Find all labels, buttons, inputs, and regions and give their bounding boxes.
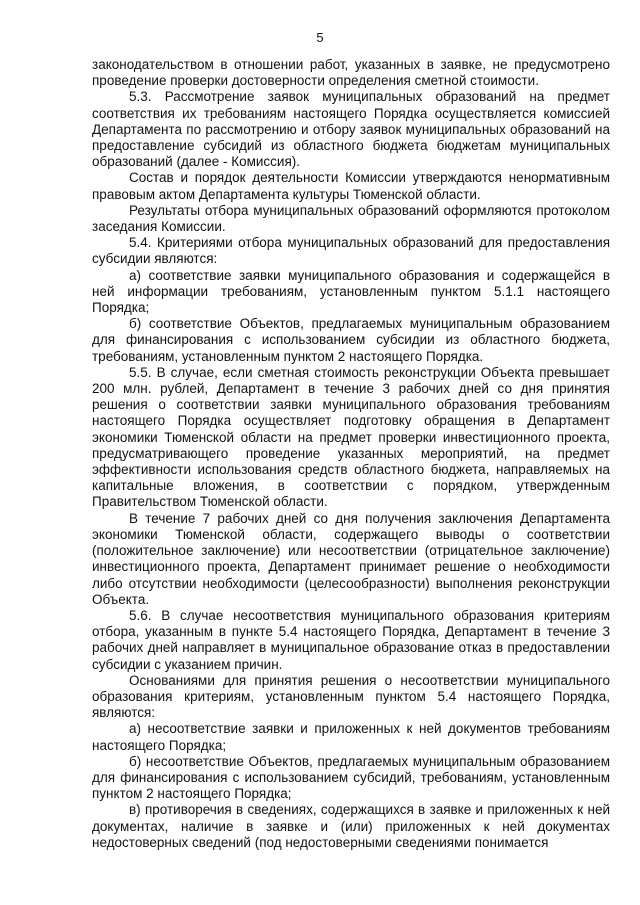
paragraph: 5.6. В случае несоответствия муниципального образования критериям отбора, указанным в пункте 5.4 настоящего Порядка, Департамент в течение 3 рабочих дней направляет в муниципальное образование отказ в предоставлении субсидии с указанием причин. <box>92 607 610 672</box>
paragraph: Результаты отбора муниципальных образований оформляются протоколом заседания Комиссии. <box>92 202 610 235</box>
paragraph: в) противоречия в сведениях, содержащихся в заявке и приложенных к ней документах, наличие в заявке и (или) приложенных к ней документах недостоверных сведений (под недостоверными сведениями понимается <box>92 802 610 850</box>
paragraph: законодательством в отношении работ, указанных в заявке, не предусмотрено проведение проверки достоверности определения сметной стоимости. <box>92 57 610 89</box>
page-number: 5 <box>316 30 324 45</box>
paragraph: В течение 7 рабочих дней со дня получения заключения Департамента экономики Тюменской области, содержащего выводы о соответствии (положительное заключение) или несоответствии (отрицательное заключение) инвестиционного проекта, Департамент принимает решение о необходимости либо отсутствии необходимости (целесообразности) выполнения реконструкции Объекта. <box>92 510 610 607</box>
paragraph: 5.3. Рассмотрение заявок муниципальных образований на предмет соответствия их требованиям настоящего Порядка осуществляется комиссией Департамента по рассмотрению и отбору заявок муниципальных образований на предоставление субсидий из областного бюджета бюджетам муниципальных образований (далее - Комиссия). <box>92 89 610 170</box>
paragraph: а) несоответствие заявки и приложенных к ней документов требованиям настоящего Порядка; <box>92 721 610 753</box>
paragraph: Основаниями для принятия решения о несоответствии муниципального образования критериям, установленным пунктом 5.4 настоящего Порядка, являются: <box>92 672 610 721</box>
document-body <box>92 57 610 851</box>
paragraph: а) соответствие заявки муниципального образования и содержащейся в ней информации требованиям, установленным пунктом 5.1.1 настоящего Порядка; <box>92 267 610 316</box>
paragraph: Состав и порядок деятельности Комиссии утверждаются ненормативным правовым актом Департамента культуры Тюменской области. <box>92 170 610 202</box>
paragraph: б) несоответствие Объектов, предлагаемых муниципальным образованием для финансирования с использованием субсидий, требованиям, установленным пунктом 2 настоящего Порядка; <box>92 753 610 802</box>
paragraph: 5.4. Критериями отбора муниципальных образований для предоставления субсидии являются: <box>92 235 610 267</box>
paragraph: б) соответствие Объектов, предлагаемых муниципальным образованием для финансирования с использованием субсидии из областного бюджета, требованиям, установленным пунктом 2 настоящего Порядка. <box>92 316 610 364</box>
paragraph: 5.5. В случае, если сметная стоимость реконструкции Объекта превышает 200 млн. рублей, Департамент в течение 3 рабочих дней со дня принятия решения о соответствии заявки муниципального образования требованиям настоящего Порядка осуществляет подготовку обращения в Департамент экономики Тюменской области на предмет проверки инвестиционного проекта, предусматривающего проведение указанных мероприятий, на предмет эффективности использования средств областного бюджета, направляемых на капитальные вложения, в соответствии с порядком, утвержденным Правительством Тюменской области. <box>92 364 610 510</box>
